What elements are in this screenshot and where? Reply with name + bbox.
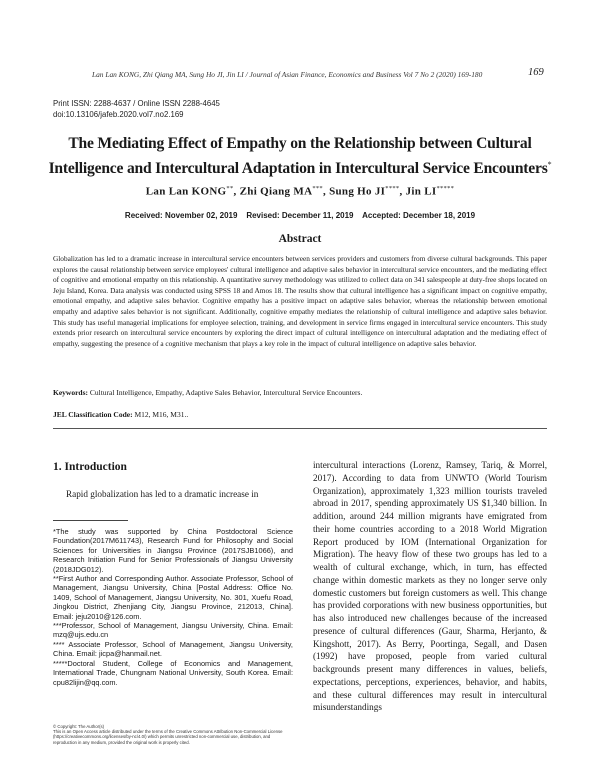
title-line-2: [40, 154, 560, 179]
footnotes: [53, 527, 293, 687]
doi-line: doi:10.13106/jafeb.2020.vol7.no2.169: [53, 110, 184, 119]
author-list: Lan Lan KONG**, Zhi Qiang MA***, Sung Ho JI****, Jin LI*****: [145, 185, 455, 198]
author-mark: ****: [385, 185, 400, 192]
keywords-line: [53, 388, 547, 397]
jel-label: JEL Classification Code:: [53, 410, 133, 419]
abstract-heading: Abstract: [278, 233, 322, 245]
author-mark: **: [226, 185, 234, 192]
issn-block: [53, 98, 220, 120]
license-text: This is an Open Access article distributed under the terms of the Creative Commons Attribution Non-Commercial License (https://creativecommons.org/licenses/by-nc/4.0/) which permits unrestricted non-commercial use, distribution, and reproduction in any medium, provided the original work is properly cited.: [53, 729, 283, 745]
copyright-line: © Copyright: The Author(s): [53, 724, 105, 729]
keywords-label: Keywords:: [53, 388, 88, 397]
footnote: **** Associate Professor, School of Management, Jiangsu University, China. Email: jicpa@hanmail.net.: [53, 639, 293, 659]
running-head: Lan Lan KONG, Zhi Qiang MA, Sung Ho JI, Jin LI / Journal of Asian Finance, Economics and Business Vol 7 No 2 (2020) 169-180: [92, 70, 483, 79]
section-heading: 1. Introduction: [53, 461, 127, 473]
footnote-divider: [53, 520, 128, 521]
jel-codes: M12, M16, M31..: [134, 410, 189, 419]
title-line-1: The Mediating Effect of Empathy on the Relationship between Cultural: [68, 135, 532, 152]
received-date: Received: November 02, 2019: [124, 211, 238, 220]
footnote: **First Author and Corresponding Author. Associate Professor, School of Management, Jiangsu University, China [Postal Address: Office No. 1409, School of Management, Jiangsu University, No. 301, Xuefu Road, Jingkou District, Zhenjiang City, Jiangsu Province, 212013, China]. Email: jeju2010@126.com.: [53, 574, 293, 621]
footnote: *****Doctoral Student, College of Economics and Management, International Trade, Chungnam National University, South Korea. Email: cpu82lijin@qq.com.: [53, 658, 293, 687]
title-footnote-mark: *: [547, 160, 552, 169]
footnote: *The study was supported by China Postdoctoral Science Foundation(2017M611743), Research Fund for Philosophy and Social Sciences for Universities in Jiangsu Province (2017SJB1066), and Research Initiation Fund for Senior Professionals of Jiangsu University (2018JDG012).: [53, 527, 293, 574]
keywords-text: Cultural Intelligence, Empathy, Adaptive Sales Behavior, Intercultural Service Encounters.: [89, 388, 363, 397]
author-name: Jin LI: [405, 185, 437, 198]
license-notice: [53, 724, 293, 745]
author-mark: ***: [312, 185, 323, 192]
intro-paragraph-start: Rapid globalization has led to a dramatic increase in: [66, 489, 259, 499]
submission-dates: [40, 211, 560, 220]
title-line-2-text: Intelligence and Intercultural Adaptation in Intercultural Service Encounters: [48, 160, 548, 178]
accepted-date: Accepted: December 18, 2019: [362, 211, 476, 220]
paper-title: [40, 133, 560, 179]
section-divider: [53, 428, 547, 429]
revised-date: Revised: December 11, 2019: [246, 211, 354, 220]
jel-line: [53, 410, 547, 419]
issn-line: Print ISSN: 2288-4637 / Online ISSN 2288-4645: [53, 99, 220, 108]
author-name: Sung Ho JI: [329, 185, 386, 198]
abstract-text: Globalization has led to a dramatic increase in intercultural service encounters between services providers and customers from diverse cultural backgrounds. This paper explores the causal relationship between service employees' cultural intelligence and adaptive sales behavior in intercultural service encounters, and the mediating effect of cognitive and emotional empathy on this relationship. A quantitative survey methodology was utilized to collect data on 341 salespeople at duty-free shops located on Jeju Island, Korea. Data analysis was conducted using SPSS 18 and Amos 18. The results show that cultural intelligence has a significant impact on cognitive empathy, emotional empathy, and adaptive sales behavior. Cognitive empathy has a positive impact on adaptive sales behavior, whereas the relationship between emotional empathy and adaptive sales behavior is not significant. Additionally, cognitive empathy mediates the relationship of cultural intelligence and adaptive sales behavior. This study has useful managerial implications for employee selection, training, and development in service firms engaged in intercultural service encounters. This study extends prior research on intercultural service encounters by exploring the direct impact of cultural intelligence on intercultural adaptation and the mediating effect of empathy, suggesting the presence of a cognitive mechanism that plays a key role in the impact of cultural intelligence on adaptive sales behavior.: [53, 254, 547, 348]
page-number: 169: [528, 67, 544, 78]
author-mark: *****: [436, 185, 455, 192]
author-name: Zhi Qiang MA: [239, 185, 313, 198]
author-name: Lan Lan KONG: [145, 185, 227, 198]
footnote: ***Professor, School of Management, Jiangsu University, China. Email: mzq@ujs.edu.cn: [53, 621, 293, 640]
intro-paragraph-continued: intercultural interactions (Lorenz, Ramsey, Tariq, & Morrel, 2017). According to data from UNWTO (World Tourism Organization), approximately 1,323 million tourists traveled abroad in 2017, spending approximately US $1,340 billion. In addition, around 244 million migrants have emigrated from their home countries according to a 2018 World Migration Report produced by IOM (International Organization for Migration). The heavy flow of these two groups has led to a wealth of cultural exchange, which, in turn, has effected change within domestic markets as they no longer serve only domestic customers but foreign customers as well. This change has provided corporations with new business opportunities, but has also introduced new challenges because of the increased presence of cultural differences (Gaur, Sharma, Herjanto, & Kingshott, 2017). As Berry, Poortinga, Segall, and Dasen (1992) have proposed, people from varied cultural backgrounds present many differences in values, beliefs, expectations, perceptions, experiences, behavior, and habits, and these cultural differences may result in intercultural misunderstandings: [313, 460, 547, 713]
